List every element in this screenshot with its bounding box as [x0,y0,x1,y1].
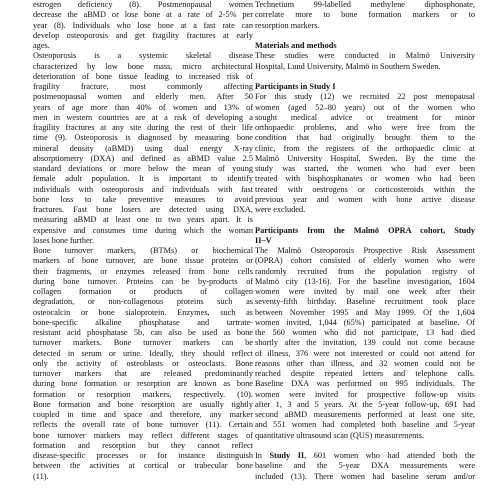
text-line: orthopaedic problems, and who were free from the [255,123,475,132]
text-line: fragility fracture, most commonly affecting [33,82,253,91]
text-line: seventy-fifth birthday. Baseline recruitment took place [255,297,475,307]
text-line: study was started, the women who had ever been [255,164,475,173]
text-line: condition that had originally brought them to the [255,133,475,143]
text-line: measuring aBMD at least one to two years apart. It is [33,215,253,225]
text-line: only the activity of osteoblasts or osteoclasts. Bone [33,358,253,368]
text-line: years of age more than 40% of women and 13% of [33,102,253,112]
text-line: during bone turnover. Proteins can be by-products of [33,276,253,286]
study2-line-0: , 601 women who had attended both the [304,451,475,460]
text-line: treated with bisphosphanates or women who had been [255,174,475,184]
text-line: clinic, from the registers of the orthopaedic clinic at [255,143,475,153]
intro-paragraph [255,0,475,31]
text-line: Bone formation and bone resorption are usually tightly [33,399,253,409]
text-line: resistant acid phosphatase 5b, can also be used as bone [33,328,253,337]
text-line: disease-specific processes or for instance distinguish [33,451,253,460]
text-line: develop osteoporosis and get fragility fractures at early [33,30,253,40]
text-line: year (8). Individuals who lose bone at a fast rate can [33,20,253,30]
study1-paragraph [255,92,475,215]
text-line: These studies were conducted in Malmö University [255,51,475,61]
text-line: formation and resorption but they cannot reflect [33,440,253,450]
text-line: Malmö University Hospital, Sweden. By the time the [255,153,475,163]
text-line: previous year and women with bone active disease [255,194,475,204]
text-line: estrogen deficiency (8). Postmenopausal women [33,0,253,9]
text-line: Osteoporosis is a systemic skeletal disease [33,51,253,61]
text-line: were excluded. [255,205,306,214]
text-line: characterized by low bone mass, micro architectural [33,61,253,71]
text-line: decrease the aBMD or lose bone at a rate of 2-5% per [33,10,253,20]
text-line: women were invited for prospective follow-up visits [255,389,475,399]
text-line: after 1, 3 and 5 years. At the 5-year follow-up, 691 had [255,399,475,409]
text-line: postmenopausal women and elderly men. After 50 [33,92,253,102]
text-line: Technetium 99-labelled methylene diphosphonate, [255,0,475,9]
text-line: their fragments, or enzymes released from bone cells [33,266,253,276]
text-line: treated with oestrogens or corticosteroids within the [255,184,475,194]
text-line: second aBMD measurements performed at least one site, [255,410,475,419]
text-line: (OPRA) cohort consisted of elderly women who were [255,256,475,266]
text-line: women (aged 52–80 years) out of the women who [255,102,475,112]
text-line: standard deviations or more below the mean of young [33,164,253,173]
text-line: turnover markers that are released predominantly [33,369,253,378]
text-line: Malmö city (13-16). For the baseline investigation, 1604 [255,276,475,286]
text-line: of illness, 376 were not interested or could not attend for [255,348,475,358]
section-heading-materials: Materials and methods [255,41,337,50]
text-line: individuals with osteoporosis and individuals with fast [33,184,253,194]
text-line: osteocalcin or bone sialoprotein. Enzymes, such as [33,307,253,317]
text-line: randomly recruited from the population registry of [255,266,475,276]
left-column [33,0,253,482]
right-column [255,0,475,482]
text-line: reflects the overall rate of bone turnover (11). Certain [33,420,253,430]
text-line: between November 1995 and May 1999. Of the 1,604 [255,307,475,317]
text-line: shortly after the invitation, 139 could not come because [255,338,475,348]
text-line: Bone turnover markers, (BTMs) or biochemical [33,246,253,255]
text-line: mineral density (aBMD) using dual energy X-ray [33,143,253,153]
text-line: women invited, 1,044 (65%) participated at baseline. Of [255,317,475,327]
text-line: women were invited by mail one week after their [255,287,475,296]
study2-label: Study II [269,451,305,460]
section-heading-study1: Participants in Study I [255,82,336,91]
study2-line: included (13). There women had baseline serum and/or [255,471,475,481]
text-line: reached despite repeated letters and telephone calls. [255,369,475,378]
materials-methods-paragraph [255,51,475,72]
text-line: fractures. Fast bone losers are detected using DXA, [33,205,253,214]
text-line: turnover markers. Bone turnover markers can be [33,338,253,348]
text-line: markers of bone turnover, are bone tissue proteins or [33,256,253,266]
text-line: For this study (12) we recruited 22 post menopausal [255,92,475,102]
text-line: degradation, or non-collagenous proteins such as [33,297,253,307]
opra-paragraph [255,246,475,441]
text-line: between the activities at cortical or trabecular bone [33,461,253,471]
text-line: bone-specific alkaline phosphatase and tartrate- [33,317,253,327]
text-line: formation or resorption markers, respectively. (10). [33,389,253,399]
study2-first-line [255,451,475,461]
section-heading-opra-cont: II–V [255,235,272,245]
text-line: fragility fractures at any site during the rest of their life [33,123,253,132]
text-line: resorption markers. [255,20,320,30]
text-line: detected in serum or urine. Ideally, they should reflect [33,348,253,358]
text-line: ages. [33,41,50,50]
text-line: quantitative ultrasound scan (QUS) measurements. [255,430,424,440]
text-line: The Malmö Osteoporosis Prospective Risk Assessment [255,246,475,255]
text-line: reasons other than illness, and 32 women could not be [255,358,475,368]
study2-in-label: In [255,451,262,460]
section-heading-opra: Participants from the Malmö OPRA cohort, Study [255,225,475,235]
text-line: female adult population. It is important to identify [33,174,253,184]
text-line: bone turnover markers may reflect different stages of [33,430,253,440]
text-line: loses bone further. [33,235,95,245]
text-line: time (9). Osteoporosis is diagnosed by measuring bone [33,133,253,143]
text-line: Baseline DXA was performed on 995 individuals. The [255,379,475,389]
text-line: absorptiometry (DXA) and defined as aBMD value 2.5 [33,153,253,163]
text-line: men in western countries are at a risk of developing a [33,112,253,122]
text-line: sought medical advice or treatment for minor [255,112,475,122]
text-line: expensive and consumes time during which the woman [33,225,253,235]
text-line: (11). [33,471,49,481]
text-line: deterioration of bone tissue leading to increased risk of [33,71,253,81]
text-line: during bone formation or resorption are known as bone [33,379,253,389]
text-line: and 551 women had completed both baseline and 5-year [255,420,475,430]
text-line: correlate more to bone formation markers or to [255,10,475,20]
text-line: bone loss to take preventive measures to avoid [33,194,253,204]
text-line: the 560 women who did not participate, 13 had died [255,328,475,337]
text-line: coupled in time and space and therefore, any marker [33,410,253,419]
study2-line: baseline and the 5-year DXA measurements were [255,461,475,471]
text-line: Hospital, Lund University, Malmö in Southern Sweden. [255,61,441,71]
text-line: collagen formation or products of collagen [33,287,253,296]
